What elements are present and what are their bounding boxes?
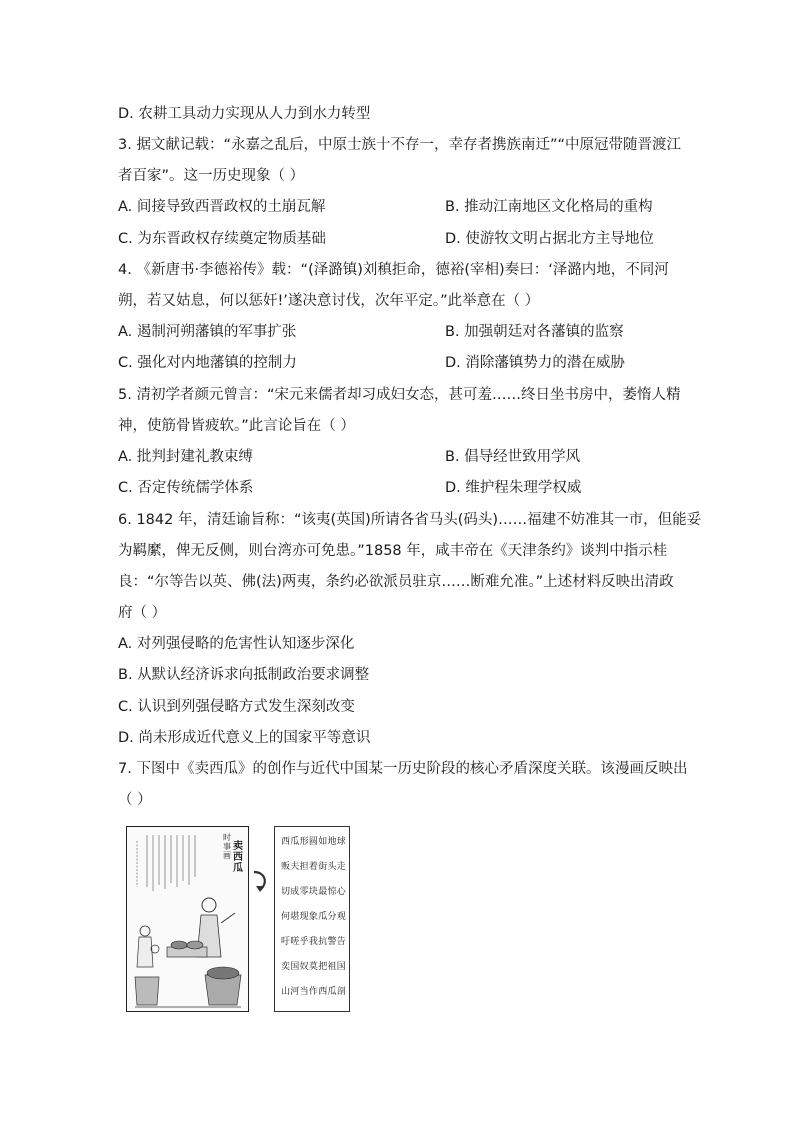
poem-line: 何堪现象瓜分观 (281, 912, 347, 922)
q5-stem-line1: 5. 清初学者颜元曾言：“宋元来儒者却习成妇女态，甚可羞……终日坐书房中，萎惰人精 (118, 387, 681, 403)
q4-stem-line2: 朔，若又姑息，何以惩奸!’遂决意讨伐，次年平定。”此举意在（ ） (118, 293, 540, 309)
q5-option-b: B. 倡导经世致用学风 (445, 449, 581, 465)
q3-stem-line2: 者百家”。这一历史现象（ ） (118, 168, 305, 184)
q6-option-b: B. 从默认经济诉求向抵制政治要求调整 (118, 667, 370, 683)
q4-option-a: A. 遏制河朔藩镇的军事扩张 (118, 324, 297, 340)
q3-stem-line1: 3. 据文献记载：“永嘉之乱后，中原士族十不存一，幸存者携族南迁”“中原冠带随晋渡江 (118, 137, 681, 153)
q6-option-c: C. 认识到列强侵略方式发生深刻改变 (118, 699, 355, 715)
q6-stem-line1: 6. 1842 年，清廷谕旨称：“该夷(英国)所请各省马头(码头)……福建不妨准其一市，但能妥 (118, 512, 702, 528)
q7-stem-line2: （ ） (118, 792, 152, 808)
q3-option-d: D. 使游牧文明占据北方主导地位 (445, 231, 654, 247)
poem-box (274, 826, 350, 1012)
q4-option-b: B. 加强朝廷对各藩镇的监察 (445, 324, 624, 340)
q3-option-c: C. 为东晋政权存续奠定物质基础 (118, 231, 326, 247)
q3-option-b: B. 推动江南地区文化格局的重构 (445, 199, 653, 215)
q4-stem-line1: 4. 《新唐书·李德裕传》载：“(泽潞镇)刘稹拒命，德裕(宰相)奏曰：‘泽潞内地，不同河 (118, 262, 669, 278)
poem-line: 贩夫担着街头走 (281, 862, 347, 872)
poem-line: 奕国奴莫把祖国 (281, 962, 347, 972)
q5-stem-line2: 神，使筋骨皆疲软。”此言论旨在（ ） (118, 418, 355, 434)
cartoon-title: 卖西瓜 (233, 841, 243, 874)
q5-option-c: C. 否定传统儒学体系 (118, 480, 254, 496)
q6-stem-line2: 为羁縻，俾无反侧，则台湾亦可免患。”1858 年，咸丰帝在《天津条约》谈判中指示桂 (118, 543, 668, 559)
poem-line: 切成零块最惊心 (281, 887, 347, 897)
q6-stem-line4: 府（ ） (118, 605, 167, 621)
q7-figure (126, 826, 352, 1014)
q6-stem-line3: 良：“尔等告以英、佛(法)两夷，条约必欲派员驻京……断难允准。”上述材料反映出清政 (118, 574, 674, 590)
q4-option-c: C. 强化对内地藩镇的控制力 (118, 355, 297, 371)
curved-arrow-icon (250, 866, 272, 896)
q6-option-d: D. 尚未形成近代意义上的国家平等意识 (118, 730, 371, 746)
cartoon-caption: 时事画 (223, 833, 231, 860)
q7-stem-line1: 7. 下图中《卖西瓜》的创作与近代中国某一历史阶段的核心矛盾深度关联。该漫画反映出 (118, 761, 688, 777)
q5-option-d: D. 维护程朱理学权威 (445, 480, 582, 496)
q4-option-d: D. 消除藩镇势力的潜在威胁 (445, 355, 625, 371)
q3-option-a: A. 间接导致西晋政权的土崩瓦解 (118, 199, 326, 215)
q2-option-d: D. 农耕工具动力实现从人力到水力转型 (118, 106, 371, 122)
cartoon-image (126, 826, 249, 1012)
poem-line: 山河当作西瓜剖 (281, 987, 347, 997)
poem-line: 西瓜形圆如地球 (281, 837, 347, 847)
q6-option-a: A. 对列强侵略的危害性认知逐步深化 (118, 636, 355, 652)
poem-line: 吁嗟乎我抗警告 (281, 937, 347, 947)
q5-option-a: A. 批判封建礼教束缚 (118, 449, 253, 465)
